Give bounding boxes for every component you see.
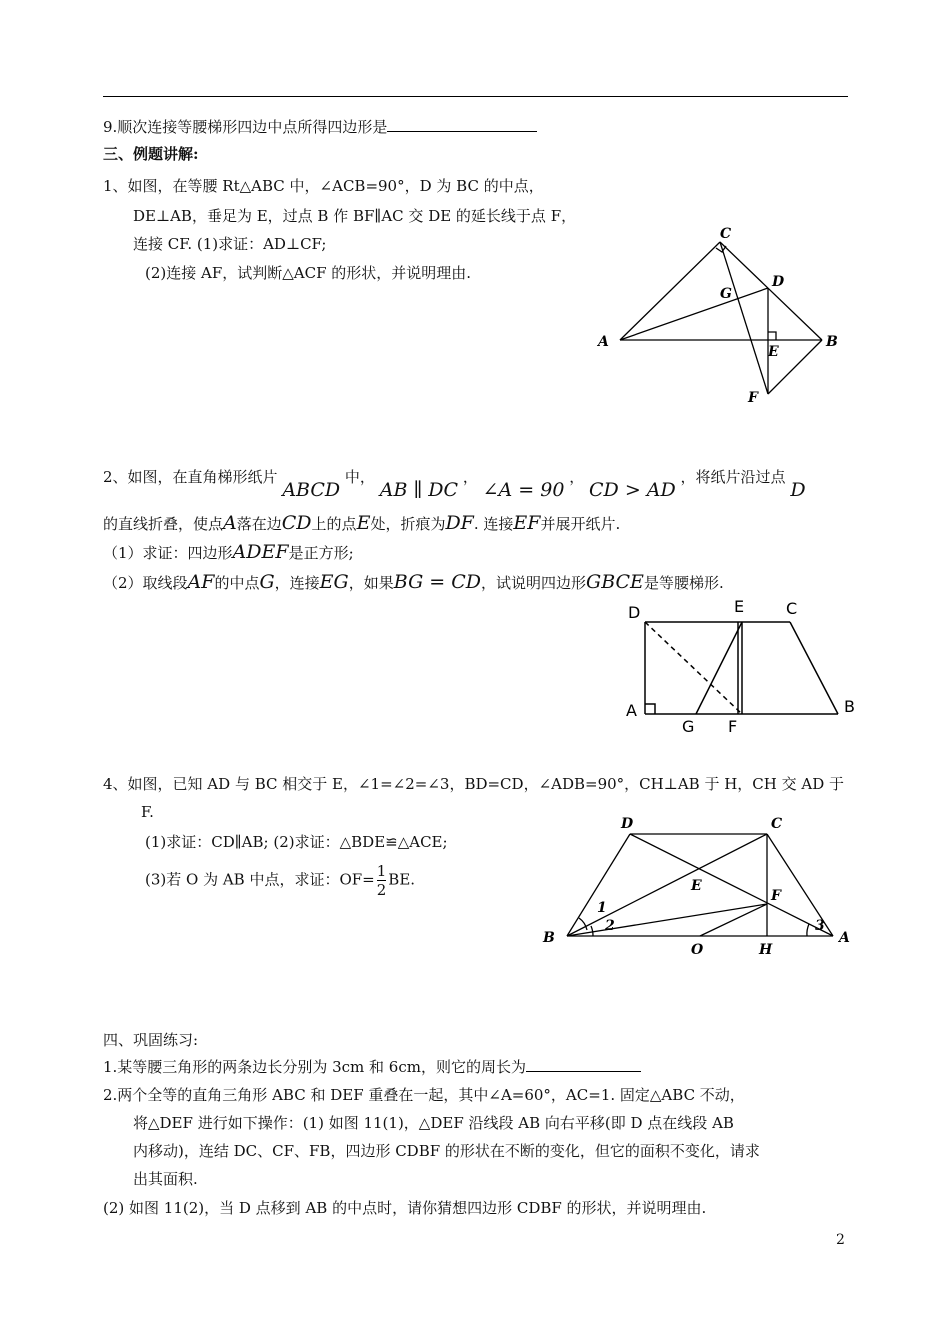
angle-2-arc xyxy=(591,926,593,936)
label-g: G xyxy=(720,286,732,302)
label-c: C xyxy=(771,816,783,832)
question-9: 9.顺次连接等腰梯形四边中点所得四边形是 xyxy=(103,117,537,137)
label-e: E xyxy=(768,344,779,360)
label-b: B xyxy=(826,334,838,350)
practice-2-line-2: 将△DEF 进行如下操作：(1) 如图 11(1)，△DEF 沿线段 AB 向右平移(即 D 点在线段 AB xyxy=(133,1114,734,1132)
label-d: D xyxy=(772,274,785,290)
practice-2-line-5: (2) 如图 11(2)，当 D 点移到 AB 的中点时，请你猜想四边形 CDBF 的形状，并说明理由. xyxy=(103,1199,707,1217)
label-b: B xyxy=(844,697,855,716)
label-d: D xyxy=(621,816,634,832)
label-f: F xyxy=(771,888,781,904)
label-b: B xyxy=(543,930,555,946)
label-a: A xyxy=(626,701,637,720)
label-angle-2: 2 xyxy=(605,918,615,934)
header-rule xyxy=(103,96,848,97)
ex2-figure xyxy=(620,594,860,744)
label-c: C xyxy=(720,226,732,242)
label-f: F xyxy=(748,390,758,406)
ex2-line-4: （2）取线段AF的中点G，连接EG，如果BG = CD，试说明四边形GBCE是等腰梯形. xyxy=(103,571,724,593)
ex4-line-3: (1)求证：CD∥AB; (2)求证：△BDE≌△ACE; xyxy=(145,833,448,851)
segment-ac xyxy=(620,242,720,340)
practice-1: 1.某等腰三角形的两条边长分别为 3cm 和 6cm，则它的周长为 xyxy=(103,1057,641,1077)
label-e: E xyxy=(691,878,702,894)
segment-eg xyxy=(696,622,742,714)
ex1-line-3: 连接 CF. (1)求证：AD⊥CF; xyxy=(133,235,327,253)
page-number: 2 xyxy=(836,1232,845,1248)
label-g: G xyxy=(682,717,695,736)
segment-cb xyxy=(790,622,838,714)
ex1-figure xyxy=(590,222,850,412)
practice-2-line-1: 2.两个全等的直角三角形 ABC 和 DEF 重叠在一起，其中∠A=60°，AC=1. 固定△ABC 不动， xyxy=(103,1086,745,1104)
label-o: O xyxy=(691,942,704,958)
ex4-line-1: 4、如图，已知 AD 与 BC 相交于 E，∠1=∠2=∠3，BD=CD，∠ADB=90°，CH⊥AB 于 H，CH 交 AD 于 xyxy=(103,775,845,793)
answer-blank xyxy=(387,117,537,132)
label-a: A xyxy=(598,334,609,350)
ex4-line-4: (3)若 O 为 AB 中点，求证：OF= $\frac{1}{2}$ BE. xyxy=(145,862,416,899)
ex2-line-3: （1）求证：四边形ADEF是正方形; xyxy=(103,541,354,563)
section-4-title: 四、巩固练习: xyxy=(103,1031,199,1049)
angle-3-arc xyxy=(807,924,809,936)
label-a: A xyxy=(839,930,850,946)
right-angle-mark xyxy=(768,332,776,340)
ex4-line-2: F. xyxy=(141,803,154,821)
answer-blank xyxy=(526,1057,641,1072)
ex1-line-1: 1、如图，在等腰 Rt△ABC 中，∠ACB=90°，D 为 BC 的中点， xyxy=(103,177,544,195)
segment-bc xyxy=(567,834,767,936)
ex4-figure xyxy=(535,806,865,966)
ex2-line-2: 的直线折叠，使点A落在边CD上的点E处，折痕为DF. 连接EF并展开纸片. xyxy=(103,512,621,534)
label-f: F xyxy=(728,717,738,736)
ex2-line-1: 2、如图，在直角梯形纸片 ABCD 中， AB ∥ DC ， ∠A = 90 ， CD > AD ，将纸片沿过点 D xyxy=(103,468,806,501)
practice-2-line-4: 出其面积. xyxy=(133,1170,198,1188)
segment-ad xyxy=(620,288,768,340)
practice-2-line-3: 内移动)，连结 DC、CF、FB，四边形 CDBF 的形状在不断的变化，但它的面积不变化，请求 xyxy=(133,1142,760,1160)
label-angle-1: 1 xyxy=(597,900,607,916)
label-d: D xyxy=(628,603,641,622)
label-angle-3: 3 xyxy=(815,918,825,934)
segment-db xyxy=(567,834,630,936)
label-h: H xyxy=(759,942,773,958)
ex1-line-2: DE⊥AB，垂足为 E，过点 B 作 BF∥AC 交 DE 的延长线于点 F， xyxy=(133,207,577,225)
label-e: E xyxy=(734,597,745,616)
segment-df-dashed xyxy=(645,622,742,714)
fraction-one-half: $\frac{1}{2}$ xyxy=(376,862,387,899)
section-3-title: 三、例题讲解: xyxy=(103,145,199,163)
ex1-line-4: (2)连接 AF，试判断△ACF 的形状，并说明理由. xyxy=(145,264,472,282)
label-c: C xyxy=(786,599,798,618)
right-angle-mark xyxy=(645,704,655,714)
